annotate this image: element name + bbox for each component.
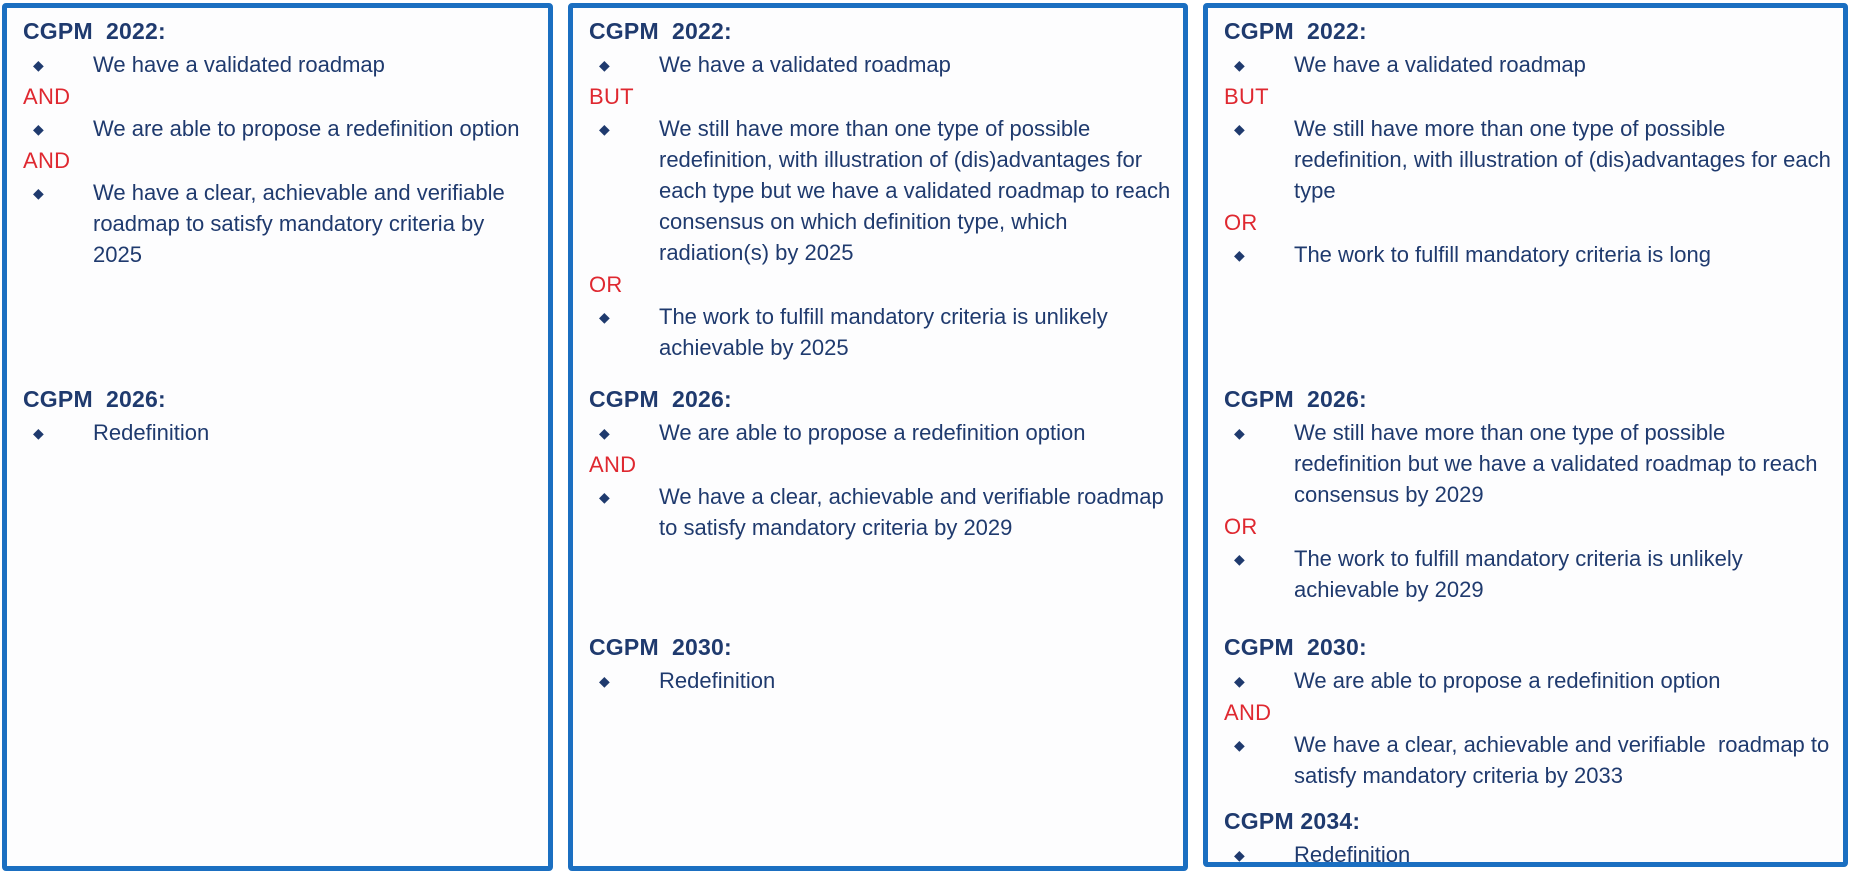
section-heading: CGPM 2026:: [589, 386, 732, 412]
bullet-text: We are able to propose a redefinition option: [1294, 668, 1721, 693]
section-heading: CGPM 2030:: [1224, 634, 1367, 660]
section-heading: CGPM 2030:: [589, 634, 732, 660]
section-heading: CGPM 2022:: [589, 18, 732, 44]
logic-connector-label: AND: [23, 148, 71, 173]
logic-connector-label: OR: [589, 272, 623, 297]
bullet-item: [589, 417, 1171, 448]
bullet-text: We have a clear, achievable and verifiable roadmap to satisfy mandatory criteria by 2029: [659, 484, 1170, 540]
diamond-bullet-icon: ◆: [1234, 551, 1245, 567]
logic-connector-label: OR: [1224, 514, 1258, 539]
diamond-bullet-icon: ◆: [1234, 425, 1245, 441]
diamond-bullet-icon: ◆: [33, 425, 44, 441]
bullet-item: [1224, 543, 1831, 605]
logic-connector-label: BUT: [589, 84, 634, 109]
bullet-item: [1224, 49, 1831, 80]
section-heading: CGPM 2022:: [1224, 18, 1367, 44]
scenario-box-2: [568, 3, 1188, 871]
section-heading: CGPM 2022:: [23, 18, 166, 44]
diamond-bullet-icon: ◆: [1234, 737, 1245, 753]
bullet-item: [1224, 729, 1836, 791]
logic-connector-label: BUT: [1224, 84, 1269, 109]
diamond-bullet-icon: ◆: [33, 185, 44, 201]
scenario-box-1: [2, 3, 553, 871]
bullet-item: [23, 417, 536, 448]
diamond-bullet-icon: ◆: [599, 489, 610, 505]
bullet-text: The work to fulfill mandatory criteria is unlikely achievable by 2025: [659, 304, 1114, 360]
bullet-item: [23, 177, 536, 270]
bullet-text: Redefinition: [659, 668, 776, 693]
section-cgpm-2026: [23, 384, 536, 449]
bullet-text: We still have more than one type of possible redefinition but we have a validated roadmap to reach consensus by 2029: [1294, 420, 1824, 507]
logic-connector-label: AND: [589, 452, 637, 477]
bullet-text: Redefinition: [93, 420, 210, 445]
bullet-text: We have a validated roadmap: [659, 52, 951, 77]
bullet-item: [1224, 839, 1831, 867]
diamond-bullet-icon: ◆: [599, 57, 610, 73]
section-heading: CGPM 2026:: [23, 386, 166, 412]
bullet-text: We have a clear, achievable and verifiable roadmap to satisfy mandatory criteria by 2033: [1294, 732, 1836, 788]
diamond-bullet-icon: ◆: [1234, 121, 1245, 137]
section-cgpm-2026: [589, 384, 1171, 544]
diamond-bullet-icon: ◆: [1234, 847, 1245, 863]
bullet-text: We have a clear, achievable and verifiable roadmap to satisfy mandatory criteria by 2025: [93, 180, 511, 267]
bullet-item: [589, 49, 1171, 80]
bullet-text: We still have more than one type of possible redefinition, with illustration of (dis)advantages for each type: [1294, 116, 1837, 203]
bullet-text: We are able to propose a redefinition option: [93, 116, 520, 141]
diamond-bullet-icon: ◆: [1234, 673, 1245, 689]
section-cgpm-2022: [589, 16, 1177, 364]
bullet-item: [23, 113, 536, 144]
bullet-item: [589, 665, 1171, 696]
bullet-item: [1224, 113, 1837, 206]
bullet-item: [589, 481, 1171, 543]
bullet-text: We have a validated roadmap: [93, 52, 385, 77]
section-cgpm-2034: [1224, 806, 1831, 867]
diamond-bullet-icon: ◆: [33, 121, 44, 137]
bullet-text: The work to fulfill mandatory criteria is unlikely achievable by 2029: [1294, 546, 1749, 602]
bullet-item: [1224, 417, 1831, 510]
logic-connector-label: AND: [23, 84, 71, 109]
section-cgpm-2030: [1224, 632, 1836, 792]
bullet-text: We have a validated roadmap: [1294, 52, 1586, 77]
diamond-bullet-icon: ◆: [1234, 247, 1245, 263]
scenario-box-3: [1203, 3, 1848, 867]
diamond-bullet-icon: ◆: [599, 121, 610, 137]
bullet-item: [589, 301, 1171, 363]
diamond-bullet-icon: ◆: [33, 57, 44, 73]
section-cgpm-2030: [589, 632, 1171, 697]
bullet-item: [1224, 665, 1831, 696]
bullet-item: [589, 113, 1177, 268]
logic-connector-label: AND: [1224, 700, 1272, 725]
bullet-item: [1224, 239, 1831, 270]
logic-connector-label: OR: [1224, 210, 1258, 235]
section-cgpm-2022: [23, 16, 536, 271]
diamond-bullet-icon: ◆: [599, 673, 610, 689]
bullet-text: We are able to propose a redefinition option: [659, 420, 1086, 445]
section-heading: CGPM 2026:: [1224, 386, 1367, 412]
bullet-item: [23, 49, 536, 80]
section-heading: CGPM 2034:: [1224, 808, 1361, 834]
diamond-bullet-icon: ◆: [599, 425, 610, 441]
section-cgpm-2022: [1224, 16, 1837, 271]
bullet-text: Redefinition: [1294, 842, 1411, 867]
bullet-text: We still have more than one type of possible redefinition, with illustration of (dis)advantages for each type but we have a validated roadmap to reach consensus on which definition type, which radiation(s) by 2025: [659, 116, 1177, 265]
section-cgpm-2026: [1224, 384, 1831, 606]
diamond-bullet-icon: ◆: [599, 309, 610, 325]
diamond-bullet-icon: ◆: [1234, 57, 1245, 73]
bullet-text: The work to fulfill mandatory criteria is long: [1294, 242, 1711, 267]
